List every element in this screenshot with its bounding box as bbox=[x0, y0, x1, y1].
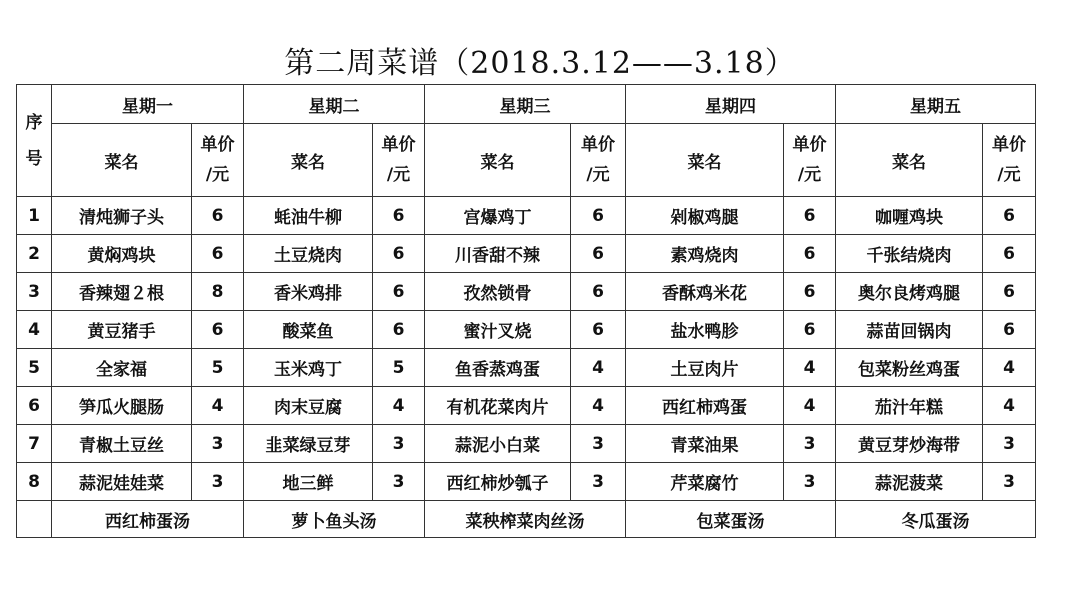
dish-price: 3 bbox=[192, 425, 244, 463]
dish-name: 孜然锁骨 bbox=[425, 273, 571, 311]
dish-name: 香辣翅２根 bbox=[52, 273, 192, 311]
dish-name: 素鸡烧肉 bbox=[626, 235, 784, 273]
dish-price: 6 bbox=[373, 197, 425, 235]
dish-header: 菜名 bbox=[836, 124, 983, 197]
dish-price: 4 bbox=[983, 349, 1036, 387]
menu-body bbox=[17, 85, 1036, 538]
dish-name: 奥尔良烤鸡腿 bbox=[836, 273, 983, 311]
dish-price: 4 bbox=[571, 387, 626, 425]
table-row bbox=[17, 387, 1036, 425]
dish-price: 4 bbox=[373, 387, 425, 425]
price-header-line2: /元 bbox=[205, 165, 230, 185]
dish-header: 菜名 bbox=[52, 124, 192, 197]
dish-name: 千张结烧肉 bbox=[836, 235, 983, 273]
price-header-line1: 单价 bbox=[581, 135, 615, 155]
dish-price: 4 bbox=[192, 387, 244, 425]
dish-name: 青椒土豆丝 bbox=[52, 425, 192, 463]
seq-header bbox=[17, 85, 52, 197]
price-header bbox=[571, 124, 626, 197]
dish-name: 地三鲜 bbox=[244, 463, 373, 501]
dish-name: 蒜泥菠菜 bbox=[836, 463, 983, 501]
dish-name: 西红柿鸡蛋 bbox=[626, 387, 784, 425]
dish-name: 酸菜鱼 bbox=[244, 311, 373, 349]
soup-row bbox=[17, 501, 1036, 538]
dish-name: 清炖狮子头 bbox=[52, 197, 192, 235]
dish-price: 6 bbox=[192, 311, 244, 349]
page-title: 第二周菜谱（2018.3.12——3.18） bbox=[284, 46, 796, 81]
dish-price: 6 bbox=[784, 197, 836, 235]
dish-price: 6 bbox=[373, 235, 425, 273]
dish-price: 6 bbox=[373, 273, 425, 311]
dish-price: 6 bbox=[571, 235, 626, 273]
soup-name: 冬瓜蛋汤 bbox=[836, 501, 1036, 538]
dish-name: 蒜泥小白菜 bbox=[425, 425, 571, 463]
price-header-line1: 单价 bbox=[992, 135, 1026, 155]
soup-name: 萝卜鱼头汤 bbox=[244, 501, 425, 538]
price-header bbox=[983, 124, 1036, 197]
table-row bbox=[17, 463, 1036, 501]
day-wednesday: 星期三 bbox=[425, 85, 626, 124]
dish-price: 4 bbox=[983, 387, 1036, 425]
day-monday: 星期一 bbox=[52, 85, 244, 124]
soup-name: 西红柿蛋汤 bbox=[52, 501, 244, 538]
dish-name: 韭菜绿豆芽 bbox=[244, 425, 373, 463]
dish-name: 香米鸡排 bbox=[244, 273, 373, 311]
row-number: 5 bbox=[17, 349, 52, 387]
dish-price: 3 bbox=[192, 463, 244, 501]
dish-name: 土豆肉片 bbox=[626, 349, 784, 387]
menu-table bbox=[16, 84, 1036, 538]
dish-name: 蒜苗回锅肉 bbox=[836, 311, 983, 349]
row-number: 6 bbox=[17, 387, 52, 425]
dish-price: 3 bbox=[373, 425, 425, 463]
table-row bbox=[17, 311, 1036, 349]
dish-price: 5 bbox=[373, 349, 425, 387]
day-header-row bbox=[17, 85, 1036, 124]
dish-price: 3 bbox=[571, 425, 626, 463]
table-row bbox=[17, 273, 1036, 311]
soup-name: 菜秧榨菜肉丝汤 bbox=[425, 501, 626, 538]
dish-price: 3 bbox=[784, 463, 836, 501]
dish-price: 3 bbox=[983, 463, 1036, 501]
dish-name: 芹菜腐竹 bbox=[626, 463, 784, 501]
dish-price: 6 bbox=[983, 273, 1036, 311]
dish-price: 8 bbox=[192, 273, 244, 311]
table-row bbox=[17, 235, 1036, 273]
dish-name: 香酥鸡米花 bbox=[626, 273, 784, 311]
price-header bbox=[784, 124, 836, 197]
dish-name: 肉末豆腐 bbox=[244, 387, 373, 425]
price-header-line1: 单价 bbox=[792, 135, 827, 155]
table-row bbox=[17, 349, 1036, 387]
price-header bbox=[192, 124, 244, 197]
dish-price: 4 bbox=[784, 349, 836, 387]
dish-name: 蒜泥娃娃菜 bbox=[52, 463, 192, 501]
dish-name: 黄焖鸡块 bbox=[52, 235, 192, 273]
dish-name: 蚝油牛柳 bbox=[244, 197, 373, 235]
dish-name: 黄豆猪手 bbox=[52, 311, 192, 349]
row-number: 3 bbox=[17, 273, 52, 311]
price-header-line2: /元 bbox=[997, 165, 1021, 185]
dish-name: 玉米鸡丁 bbox=[244, 349, 373, 387]
column-header-row bbox=[17, 124, 1036, 197]
seq-header-line1: 序 bbox=[25, 112, 43, 133]
day-tuesday: 星期二 bbox=[244, 85, 425, 124]
price-header-line2: /元 bbox=[797, 165, 822, 185]
dish-name: 茄汁年糕 bbox=[836, 387, 983, 425]
dish-name: 有机花菜肉片 bbox=[425, 387, 571, 425]
dish-name: 黄豆芽炒海带 bbox=[836, 425, 983, 463]
dish-price: 3 bbox=[983, 425, 1036, 463]
dish-price: 4 bbox=[571, 349, 626, 387]
price-header bbox=[373, 124, 425, 197]
dish-name: 川香甜不辣 bbox=[425, 235, 571, 273]
row-number: 1 bbox=[17, 197, 52, 235]
dish-price: 4 bbox=[784, 387, 836, 425]
price-header-line2: /元 bbox=[586, 165, 610, 185]
day-friday: 星期五 bbox=[836, 85, 1036, 124]
row-number: 7 bbox=[17, 425, 52, 463]
dish-name: 宫爆鸡丁 bbox=[425, 197, 571, 235]
dish-price: 6 bbox=[784, 235, 836, 273]
dish-name: 包菜粉丝鸡蛋 bbox=[836, 349, 983, 387]
table-row bbox=[17, 197, 1036, 235]
dish-name: 笋瓜火腿肠 bbox=[52, 387, 192, 425]
dish-price: 6 bbox=[571, 197, 626, 235]
day-thursday: 星期四 bbox=[626, 85, 836, 124]
dish-name: 青菜油果 bbox=[626, 425, 784, 463]
soup-row-empty-cell bbox=[17, 501, 52, 538]
dish-name: 土豆烧肉 bbox=[244, 235, 373, 273]
price-header-line2: /元 bbox=[386, 165, 411, 185]
dish-name: 西红柿炒瓠子 bbox=[425, 463, 571, 501]
dish-price: 6 bbox=[784, 273, 836, 311]
dish-price: 5 bbox=[192, 349, 244, 387]
dish-header: 菜名 bbox=[244, 124, 373, 197]
dish-name: 盐水鸭胗 bbox=[626, 311, 784, 349]
price-header-line1: 单价 bbox=[200, 135, 235, 155]
soup-name: 包菜蛋汤 bbox=[626, 501, 836, 538]
dish-price: 6 bbox=[571, 273, 626, 311]
dish-name: 鱼香蒸鸡蛋 bbox=[425, 349, 571, 387]
dish-price: 6 bbox=[983, 235, 1036, 273]
dish-price: 6 bbox=[571, 311, 626, 349]
dish-name: 全家福 bbox=[52, 349, 192, 387]
row-number: 4 bbox=[17, 311, 52, 349]
dish-name: 蜜汁叉烧 bbox=[425, 311, 571, 349]
dish-price: 3 bbox=[784, 425, 836, 463]
dish-price: 6 bbox=[192, 197, 244, 235]
dish-price: 3 bbox=[373, 463, 425, 501]
dish-price: 6 bbox=[373, 311, 425, 349]
row-number: 8 bbox=[17, 463, 52, 501]
dish-header: 菜名 bbox=[425, 124, 571, 197]
dish-name: 剁椒鸡腿 bbox=[626, 197, 784, 235]
dish-price: 6 bbox=[983, 311, 1036, 349]
seq-header-line2: 号 bbox=[25, 148, 43, 169]
dish-header: 菜名 bbox=[626, 124, 784, 197]
dish-price: 6 bbox=[192, 235, 244, 273]
dish-name: 咖喱鸡块 bbox=[836, 197, 983, 235]
dish-price: 6 bbox=[983, 197, 1036, 235]
dish-price: 3 bbox=[571, 463, 626, 501]
price-header-line1: 单价 bbox=[381, 135, 416, 155]
dish-price: 6 bbox=[784, 311, 836, 349]
table-row bbox=[17, 425, 1036, 463]
row-number: 2 bbox=[17, 235, 52, 273]
